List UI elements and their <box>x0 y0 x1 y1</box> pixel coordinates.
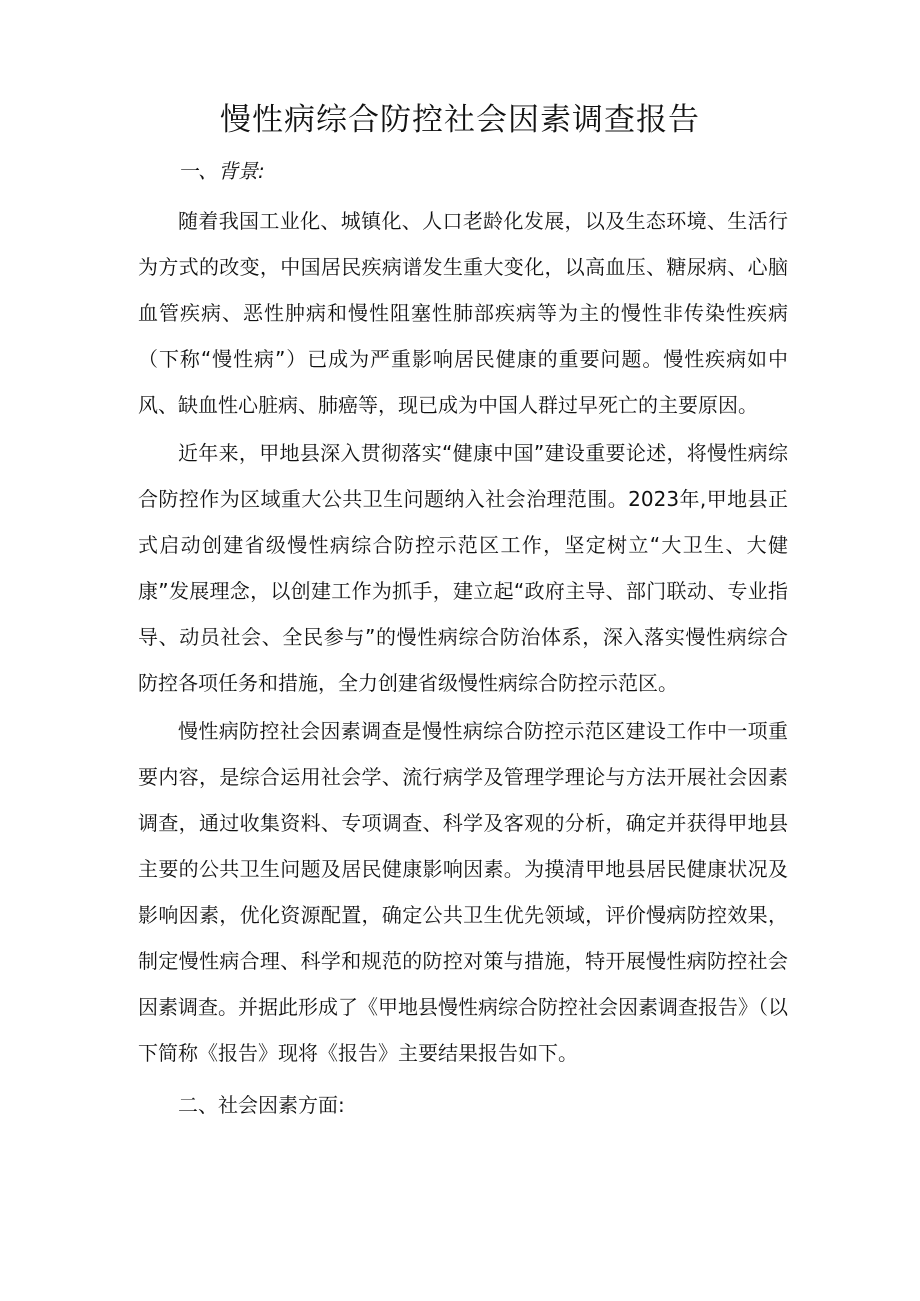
paragraph-background-1: 随着我国工业化、城镇化、人口老龄化发展，以及生态环境、生活行为方式的改变，中国居民疾病谱发生重大变化，以高血压、糖尿病、心脑血管疾病、恶性肿病和慢性阻塞性肺部疾病等为主的慢性非传染性疾病（下称“慢性病”）已成为严重影响居民健康的重要问题。慢性疾病如中风、缺血性心脏病、肺癌等，现已成为中国人群过早死亡的主要原因。 <box>138 209 788 417</box>
paragraph-background-2: 近年来，甲地县深入贯彻落实“健康中国”建设重要论述，将慢性病综合防控作为区域重大公共卫生问题纳入社会治理范围。2023年,甲地县正式启动创建省级慢性病综合防控示范区工作，坚定树立“大卫生、大健康”发展理念，以创建工作为抓手，建立起“政府主导、部门联动、专业指导、动员社会、全民参与”的慢性病综合防治体系，深入落实慢性病综合防控各项任务和措施，全力创建省级慢性病综合防控示范区。 <box>138 441 788 695</box>
document-body <box>138 148 788 1128</box>
section-heading-background: 一、背景: <box>178 159 265 183</box>
paragraph-background-3: 慢性病防控社会因素调查是慢性病综合防控示范区建设工作中一项重要内容，是综合运用社会学、流行病学及管理学理论与方法开展社会因素调查，通过收集资料、专项调查、科学及客观的分析，确定并获得甲地县主要的公共卫生问题及居民健康影响因素。为摸清甲地县居民健康状况及影响因素，优化资源配置，确定公共卫生优先领域，评价慢病防控效果，制定慢性病合理、科学和规范的防控对策与措施，特开展慢性病防控社会因素调查。并据此形成了《甲地县慢性病综合防控社会因素调查报告》（以下简称《报告》现将《报告》主要结果报告如下。 <box>138 719 788 1065</box>
section-heading-social-factors: 二、社会因素方面: <box>178 1093 345 1117</box>
document-title: 慢性病综合防控社会因素调查报告 <box>220 102 700 138</box>
